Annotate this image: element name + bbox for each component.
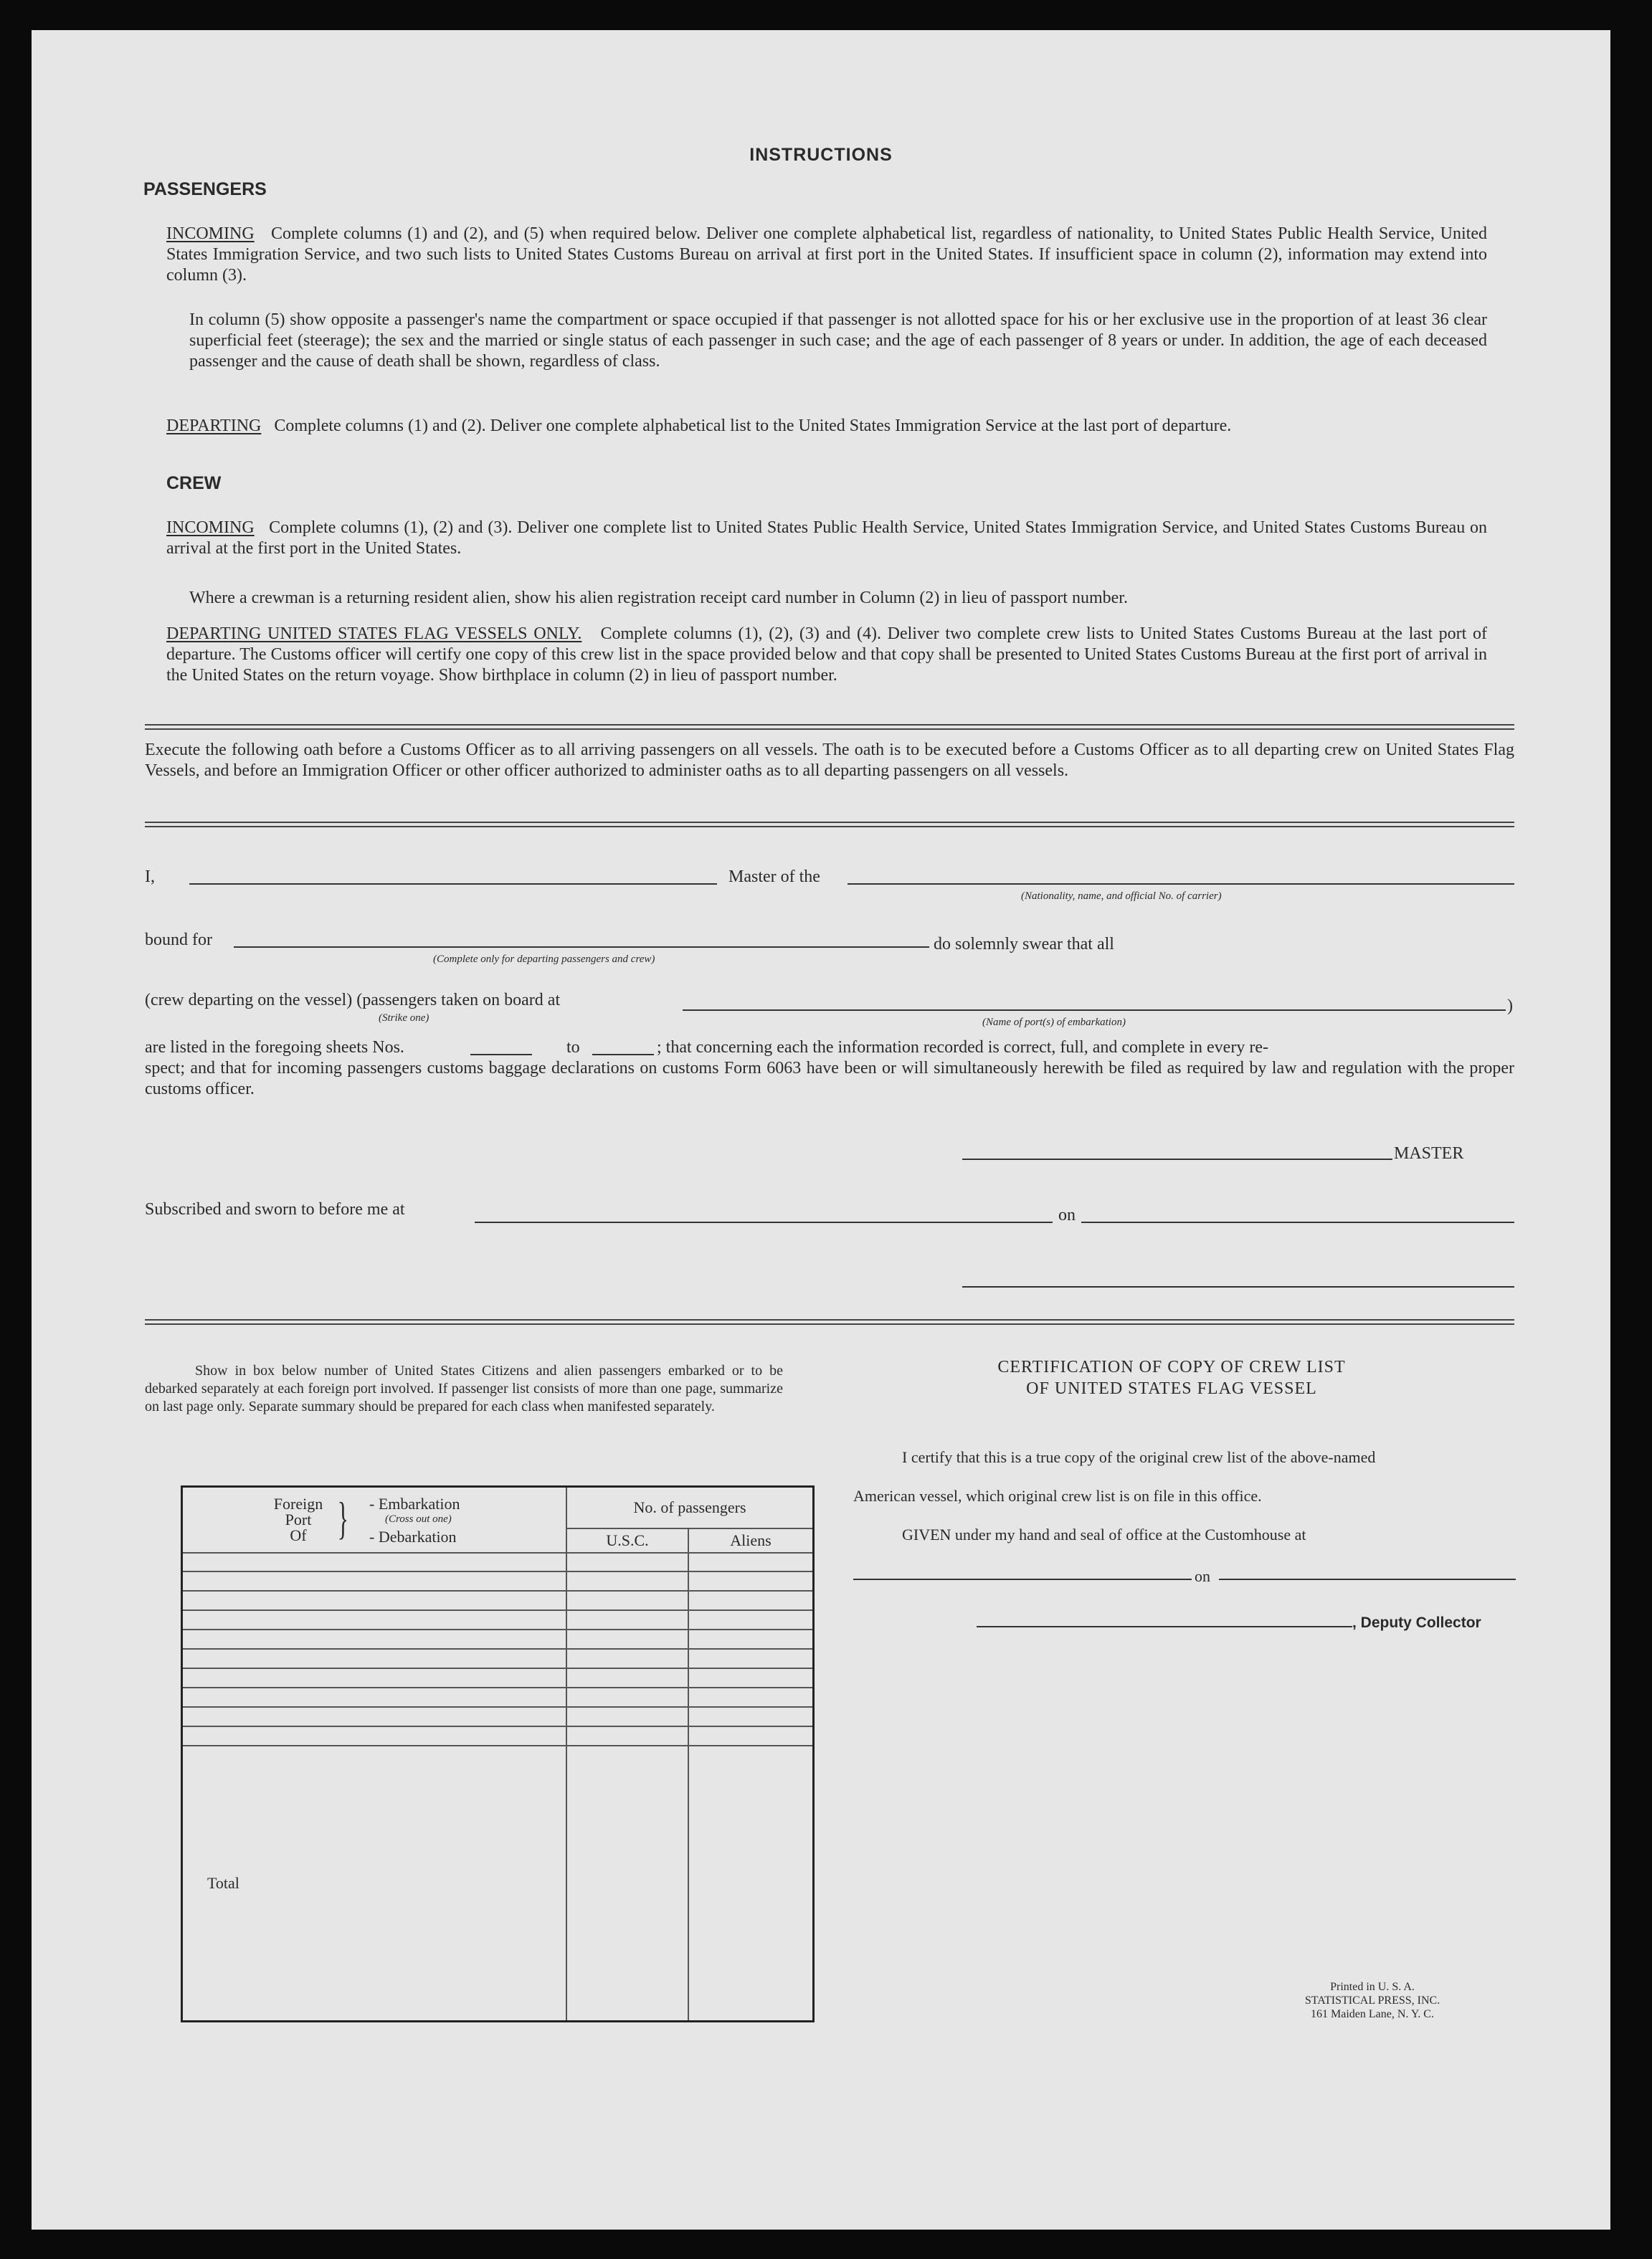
passengers-departing-text: Complete columns (1) and (2). Deliver one complete alphabetical list to the United States Immigration Service at the last port of departure. — [274, 417, 1232, 435]
passengers-departing-label: DEPARTING — [166, 417, 262, 435]
crew-incoming-paragraph — [166, 518, 1487, 559]
certification-title-2: OF UNITED STATES FLAG VESSEL — [1026, 1379, 1317, 1398]
certification-on-label: on — [1195, 1567, 1210, 1585]
brace-glyph: } — [337, 1493, 349, 1544]
port-header-cell — [182, 1487, 567, 1553]
officer-signature-field[interactable] — [962, 1286, 1514, 1288]
sheet-from-field[interactable] — [470, 1054, 532, 1055]
bound-for-field[interactable] — [234, 946, 929, 948]
swear-label: do solemnly swear that all — [934, 935, 1114, 953]
total-aliens-cell[interactable] — [688, 1746, 814, 2021]
master-signature-field[interactable] — [962, 1159, 1392, 1160]
table-row — [182, 1688, 814, 1707]
passengers-column5-paragraph: In column (5) show opposite a passenger's name the compartment or space occupied if that passenger is not allotted space for his or her exclusive use in the proportion of at least 36 clear superficial feet (steerage); the sex and the married or single status of each passenger in such case; and the age of each passenger of 8 years or under. In addition, the age of each deceased passenger and the cause of death shall be shown, regardless of class. — [189, 310, 1487, 371]
table-row — [182, 1707, 814, 1726]
customhouse-field[interactable] — [853, 1579, 1192, 1580]
no-of-passengers-header: No. of passengers — [566, 1487, 814, 1528]
form-sheet — [32, 30, 1610, 2230]
crew-departing-choice: (crew departing on the vessel) (passengers taken on board at — [145, 991, 561, 1009]
bound-caption: (Complete only for departing passengers and crew) — [433, 953, 655, 965]
summary-instructions: Show in box below number of United States Citizens and alien passengers embarked or to be debarked separately at each foreign port involved. If passenger list consists of more than one page, summarize on last page only. Separate summary should be prepared for each class when manifested separately. — [145, 1363, 783, 1414]
table-row — [182, 1610, 814, 1630]
crew-incoming-text: Complete columns (1), (2) and (3). Deliver one complete list to United States Public Health Service, United States Immigration Service, and United States Customs Bureau on arrival at the first port in the United States. — [166, 518, 1488, 558]
close-paren: ) — [1507, 997, 1513, 1015]
crew-resident-paragraph: Where a crewman is a returning resident alien, show his alien registration receipt card number in Column (2) in lieu of passport number. — [189, 589, 1128, 607]
deputy-collector-label: , Deputy Collector — [1352, 1614, 1481, 1631]
master-of-label: Master of the — [728, 867, 820, 886]
debarkation-label: - Debarkation — [369, 1528, 457, 1546]
ports-caption: (Name of port(s) of embarkation) — [982, 1017, 1126, 1028]
section-divider — [145, 1319, 1514, 1325]
passengers-departing-paragraph — [166, 416, 1487, 437]
total-label: Total — [182, 1746, 567, 2021]
certification-text-1: I certify that this is a true copy of the original crew list of the above-named — [902, 1448, 1376, 1466]
usc-header: U.S.C. — [566, 1528, 688, 1553]
printer-line-2: STATISTICAL PRESS, INC. — [1304, 1994, 1440, 2007]
printer-imprint — [1265, 1980, 1480, 2021]
sheet-to-field[interactable] — [592, 1054, 654, 1055]
listed-text-1: ; that concerning each the information recorded is correct, full, and complete in every re- — [657, 1038, 1268, 1057]
printer-line-1: Printed in U. S. A. — [1330, 1981, 1415, 1993]
strike-caption: (Strike one) — [379, 1012, 429, 1024]
crew-heading: CREW — [166, 473, 222, 493]
sworn-on-label: on — [1058, 1206, 1076, 1224]
section-divider — [145, 724, 1514, 730]
listed-prefix: are listed in the foregoing sheets Nos. — [145, 1038, 404, 1057]
embarkation-label: - Embarkation — [369, 1495, 460, 1513]
passengers-incoming-text: Complete columns (1) and (2), and (5) when required below. Deliver one complete alphabetical list, regardless of nationality, to United States Public Health Service, United States Immigration Service, and two such lists to United States Customs Bureau on arrival at first port in the United States. If insufficient space in column (2), information may extend into column (3). — [166, 224, 1488, 285]
carrier-field[interactable] — [848, 883, 1514, 885]
sworn-place-field[interactable] — [475, 1222, 1053, 1223]
table-row — [182, 1591, 814, 1610]
passengers-incoming-paragraph — [166, 224, 1487, 286]
certification-date-field[interactable] — [1219, 1579, 1516, 1580]
table-row — [182, 1668, 814, 1688]
section-divider — [145, 822, 1514, 827]
master-label: MASTER — [1394, 1144, 1464, 1163]
total-row — [182, 1746, 814, 2021]
crew-incoming-label: INCOMING — [166, 518, 255, 537]
deputy-signature-field[interactable] — [977, 1626, 1352, 1627]
total-usc-cell[interactable] — [566, 1746, 688, 2021]
passengers-heading: PASSENGERS — [143, 179, 267, 199]
table-row — [182, 1726, 814, 1746]
oath-i-label: I, — [145, 867, 155, 886]
crew-departing-paragraph — [166, 624, 1487, 686]
aliens-header: Aliens — [688, 1528, 814, 1553]
crew-departing-label: DEPARTING UNITED STATES FLAG VESSELS ONLY. — [166, 624, 582, 643]
certification-title-1: CERTIFICATION OF COPY OF CREW LIST — [997, 1358, 1346, 1376]
bound-for-label: bound for — [145, 931, 212, 949]
sworn-date-field[interactable] — [1081, 1222, 1514, 1223]
table-row — [182, 1571, 814, 1591]
master-name-field[interactable] — [189, 883, 717, 885]
subscribed-label: Subscribed and sworn to before me at — [145, 1200, 405, 1219]
embarkation-ports-field[interactable] — [683, 1009, 1506, 1011]
crew-departing-text: Complete columns (1), (2), (3) and (4). Deliver two complete crew lists to United States Customs Bureau at the last port of departure. The Customs officer will certify one copy of this crew list in the space provided below and that copy shall be presented to United States Customs Bureau at the first port of arrival in the United States on the return voyage. Show birthplace in column (2) in lieu of passport number. — [166, 624, 1487, 685]
passengers-incoming-label: INCOMING — [166, 224, 255, 243]
table-row — [182, 1630, 814, 1649]
table-row — [182, 1649, 814, 1668]
cross-out-caption: (Cross out one) — [385, 1513, 452, 1525]
to-label: to — [566, 1038, 580, 1057]
oath-intro-paragraph: Execute the following oath before a Customs Officer as to all arriving passengers on all vessels. The oath is to be executed before a Customs Officer as to all departing crew on United States Flag Vessels, and before an Immigration Officer or other officer authorized to administer oaths as to all departing passengers on all vessels. — [145, 741, 1514, 780]
foreign-port-of: Foreign Port Of — [273, 1495, 323, 1544]
listed-text-2: spect; and that for incoming passengers customs baggage declarations on customs Form 6063 have been or will simultaneously herewith be filed as required by law and regulation with the proper customs officer. — [145, 1059, 1514, 1098]
printer-line-3: 161 Maiden Lane, N. Y. C. — [1311, 2008, 1434, 2020]
instructions-title: INSTRUCTIONS — [749, 145, 893, 165]
nationality-caption: (Nationality, name, and official No. of carrier) — [1021, 890, 1222, 902]
certification-text-2: American vessel, which original crew list is on file in this office. — [853, 1487, 1262, 1505]
table-row — [182, 1553, 814, 1572]
passenger-summary-table — [181, 1485, 815, 2022]
certification-given: GIVEN under my hand and seal of office at the Customhouse at — [902, 1526, 1306, 1544]
